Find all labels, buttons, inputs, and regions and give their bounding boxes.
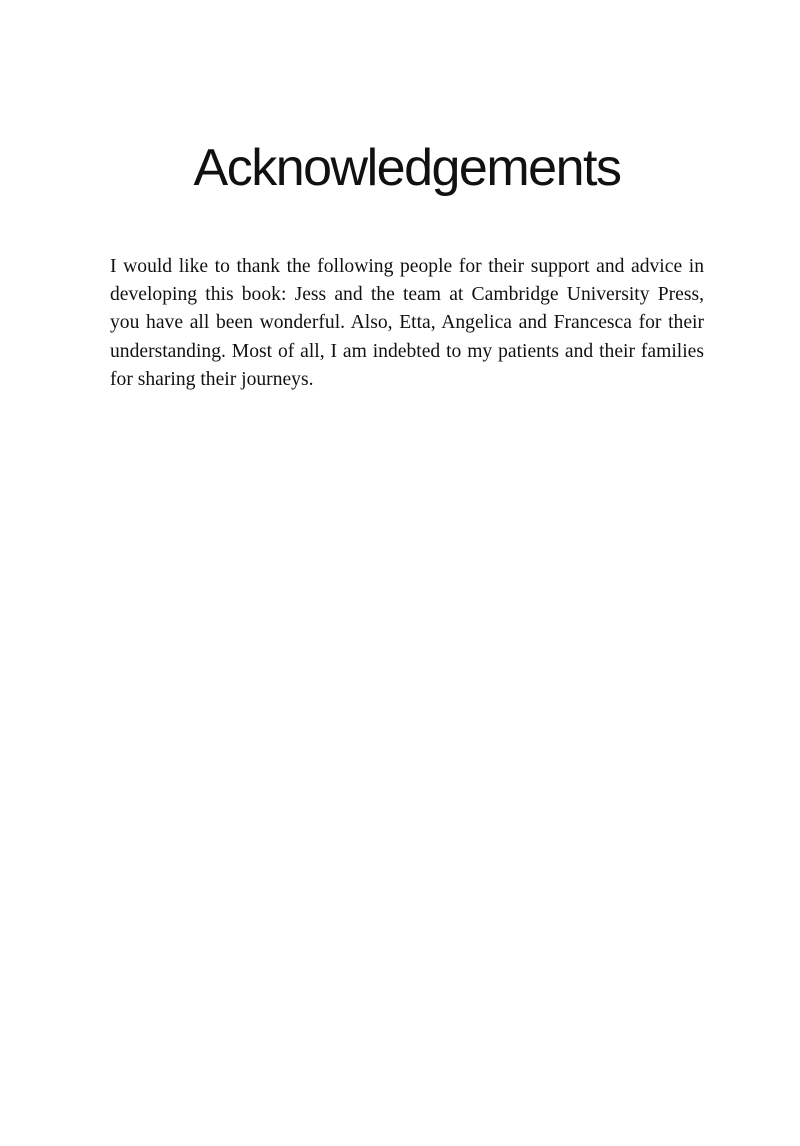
page-title: Acknowledgements bbox=[193, 139, 621, 197]
acknowledgements-paragraph: I would like to thank the following people for their support and advice in developing this book: Jess and the team at Cambridge University Press, you have all been wonderful. Also, Etta, Angelica and Francesca for their understanding. Most of all, I am indebted to my patients and their families for sharing their journeys. bbox=[110, 256, 704, 390]
